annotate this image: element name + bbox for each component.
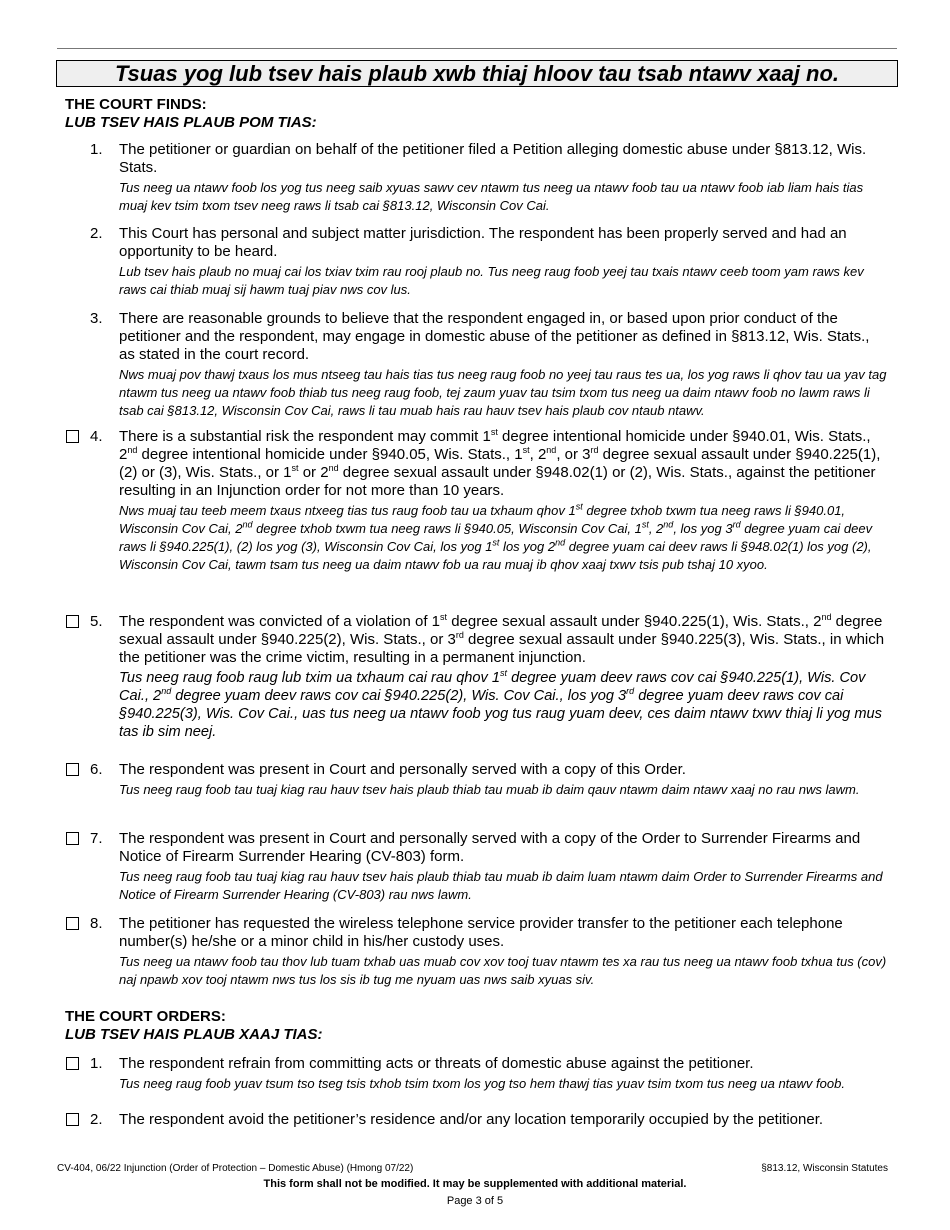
ordinal-suffix: nd [127, 445, 138, 455]
ordinal-suffix: rd [590, 445, 599, 455]
findings-heading-en: THE COURT FINDS: [65, 96, 207, 113]
finding-7-checkbox[interactable] [66, 832, 79, 845]
item-number: 5. [90, 613, 103, 630]
finding-6-checkbox[interactable] [66, 763, 79, 776]
ordinal-suffix: nd [328, 463, 339, 473]
ordinal-suffix: st [522, 445, 530, 455]
orders-heading [65, 1008, 323, 1044]
ordinal-suffix: st [490, 427, 498, 437]
order-text: The respondent refrain from committing acts or threats of domestic abuse against the petitioner. [119, 1055, 754, 1072]
finding-translation: Nws muaj tau teeb meem txaus ntxeeg tias tus raug foob tau ua txhaum qhov 1st degree txhob txwm tua neeg raws li §940.01, Wisconsin Cov Cai, 2nd degree txhob txwm tua neeg raws li §940.05, Wisconsin Cov Cai, 1st, 2nd, los yog 3rd degree yuam cai deev raws li §940.225(1), (2) los yog (3), Wisconsin Cov Cai, los yog 1st los yog 2nd degree yuam cai deev raws li §948.02(1) los yog (2), Wisconsin Cov Cai, tawm tsam tus neeg ua daim ntawv fob ua rau muaj ib qhov xaaj txwv tsis pub tshaj 10 xyoo. [119, 501, 873, 572]
item-number: 8. [90, 915, 103, 932]
finding-5-checkbox[interactable] [66, 615, 79, 628]
ordinal-suffix: rd [455, 630, 464, 640]
ordinal-suffix: rd [626, 686, 635, 697]
ordinal-suffix: st [440, 612, 448, 622]
banner-notice: Tsuas yog lub tsev hais plaub xwb thiaj hloov tau tsab ntawv xaaj no. [56, 60, 898, 87]
ordinal-suffix: st [641, 519, 649, 530]
ordinal-suffix: nd [555, 537, 566, 548]
item-number: 2. [90, 225, 103, 242]
statute-reference: §813.12, Wisconsin Statutes [761, 1163, 888, 1174]
ordinal-suffix: rd [732, 519, 741, 530]
finding-8-checkbox[interactable] [66, 917, 79, 930]
item-number: 1. [90, 141, 103, 158]
finding-translation: Tus neeg ua ntawv foob tau thov lub tuam txhab uas muab cov xov tooj tuav ntawm tes xa rau tus neeg ua ntawv foob txhua tus (cov) naj npawb xov tooj ntawm nws tus los sis ib tug me nyuam uas nws saib xyuas siv. [119, 954, 887, 987]
ordinal-suffix: st [500, 668, 508, 679]
item-number: 4. [90, 428, 103, 445]
ordinal-suffix: nd [663, 519, 674, 530]
findings-heading [65, 96, 317, 132]
top-rule [57, 48, 897, 49]
orders-heading-en: THE COURT ORDERS: [65, 1008, 226, 1025]
finding-translation: Tus neeg raug foob tau tuaj kiag rau hauv tsev hais plaub thiab tau muab ib daim qauv ntawm daim ntawv xaaj no rau nws lawm. [119, 782, 860, 797]
finding-text: There is a substantial risk the respondent may commit 1st degree intentional homicide under §940.01, Wis. Stats., 2nd degree intentional homicide under §940.05, Wis. Stats., 1st, 2nd, or 3rd degree sexual assault under §940.225(1), (2) or (3), Wis. Stats., or 1st or 2nd degree sexual assault under §948.02(1) or (2), Wis. Stats., against the petitioner resulting in an Injunction order for not more than 10 years. [119, 427, 881, 499]
finding-translation: Tus neeg ua ntawv foob los yog tus neeg saib xyuas sawv cev ntawm tus neeg ua ntawv foob tau ua ntawv foob iab liam hais tias muaj kev tsim txom tsev neeg raws li tsab cai §813.12, Wisconsin Cov Cai. [119, 180, 864, 213]
ordinal-suffix: nd [546, 445, 557, 455]
finding-text: There are reasonable grounds to believe that the respondent engaged in, or based upon prior conduct of the petitioner and the respondent, may engage in domestic abuse of the petitioner as defined in §813.12, Wis. Stats., as stated in the court record. [119, 310, 870, 363]
finding-translation: Lub tsev hais plaub no muaj cai los txiav txim rau rooj plaub no. Tus neeg raug foob yeej tau txais ntawv ceeb toom yam raws kev raws cai thiab muaj sij hawm tuaj piav nws cov lus. [119, 264, 864, 297]
finding-text: This Court has personal and subject matter jurisdiction. The respondent has been properly served and had an opportunity to be heard. [119, 225, 847, 260]
form-identifier: CV-404, 06/22 Injunction (Order of Protection – Domestic Abuse) (Hmong 07/22) [57, 1163, 414, 1174]
modification-notice: This form shall not be modified. It may be supplemented with additional material. [263, 1178, 687, 1190]
ordinal-suffix: nd [242, 519, 253, 530]
finding-text: The respondent was present in Court and personally served with a copy of this Order. [119, 761, 686, 778]
finding-text: The respondent was present in Court and personally served with a copy of the Order to Surrender Firearms and Notice of Firearm Surrender Hearing (CV-803) form. [119, 830, 861, 865]
ordinal-suffix: nd [161, 686, 172, 697]
page-number: Page 3 of 5 [446, 1195, 504, 1207]
order-2-checkbox[interactable] [66, 1113, 79, 1126]
ordinal-suffix: nd [821, 612, 832, 622]
orders-heading-hmong: LUB TSEV HAIS PLAUB XAAJ TIAS: [65, 1026, 323, 1043]
ordinal-suffix: st [492, 537, 500, 548]
finding-4-checkbox[interactable] [66, 430, 79, 443]
item-number: 3. [90, 310, 103, 327]
item-number: 7. [90, 830, 103, 847]
finding-translation: Tus neeg raug foob tau tuaj kiag rau hauv tsev hais plaub thiab tau muab ib daim luam ntawm daim Order to Surrender Firearms and Notice of Firearm Surrender Hearing (CV-803) rau nws lawm. [119, 869, 883, 902]
finding-text: The petitioner or guardian on behalf of the petitioner filed a Petition alleging domestic abuse under §813.12, Wis. Stats. [119, 141, 867, 176]
item-number: 1. [90, 1055, 103, 1072]
finding-translation: Tus neeg raug foob raug lub txim ua txhaum cai rau qhov 1st degree yuam deev raws cov cai §940.225(1), Wis. Cov Cai., 2nd degree yuam deev raws cov cai §940.225(2), Wis. Cov Cai., los yog 3rd degree yuam deev raws cov cai §940.225(3), Wis. Cov Cai., uas tus neeg ua ntawv foob yog tus raug yuam deev, ces daim ntawv txwv thiaj li yog mus tas ib sim neej. [119, 668, 882, 740]
finding-text: The petitioner has requested the wireless telephone service provider transfer to the petitioner each telephone number(s) he/she or a minor child in his/her custody uses. [119, 915, 843, 950]
item-number: 6. [90, 761, 103, 778]
order-text: The respondent avoid the petitioner’s residence and/or any location temporarily occupied by the petitioner. [119, 1111, 824, 1128]
item-number: 2. [90, 1111, 103, 1128]
finding-translation: Nws muaj pov thawj txaus los mus ntseeg tau hais tias tus neeg raug foob no yeej tau raus tes ua, los yog raws li qhov tau ua yav tag ntawm tus neeg ua ntawv foob thiab tus neeg raug foob, tej zaum yuav tau tsim txom tus neeg ua daim ntawv foob no lawm raws li tsab cai §813.12, Wisconsin Cov Cai, raws li tau muab hais rau hauv tsev hais plaub cov ntaub ntawv. [119, 367, 887, 418]
findings-heading-hmong: LUB TSEV HAIS PLAUB POM TIAS: [65, 114, 317, 131]
order-1-checkbox[interactable] [66, 1057, 79, 1070]
ordinal-suffix: st [575, 501, 583, 512]
order-translation: Tus neeg raug foob yuav tsum tso tseg tsis txhob tsim txom los yog tso hem thawj tias yuav tsim txom tus neeg ua ntawv foob. [119, 1076, 845, 1091]
finding-text: The respondent was convicted of a violation of 1st degree sexual assault under §940.225(1), Wis. Stats., 2nd degree sexual assault under §940.225(2), Wis. Stats., or 3rd degree sexual assault under §940.225(3), Wis. Stats., in which the petitioner was the crime victim, resulting in a permanent injunction. [119, 612, 885, 666]
ordinal-suffix: st [291, 463, 299, 473]
